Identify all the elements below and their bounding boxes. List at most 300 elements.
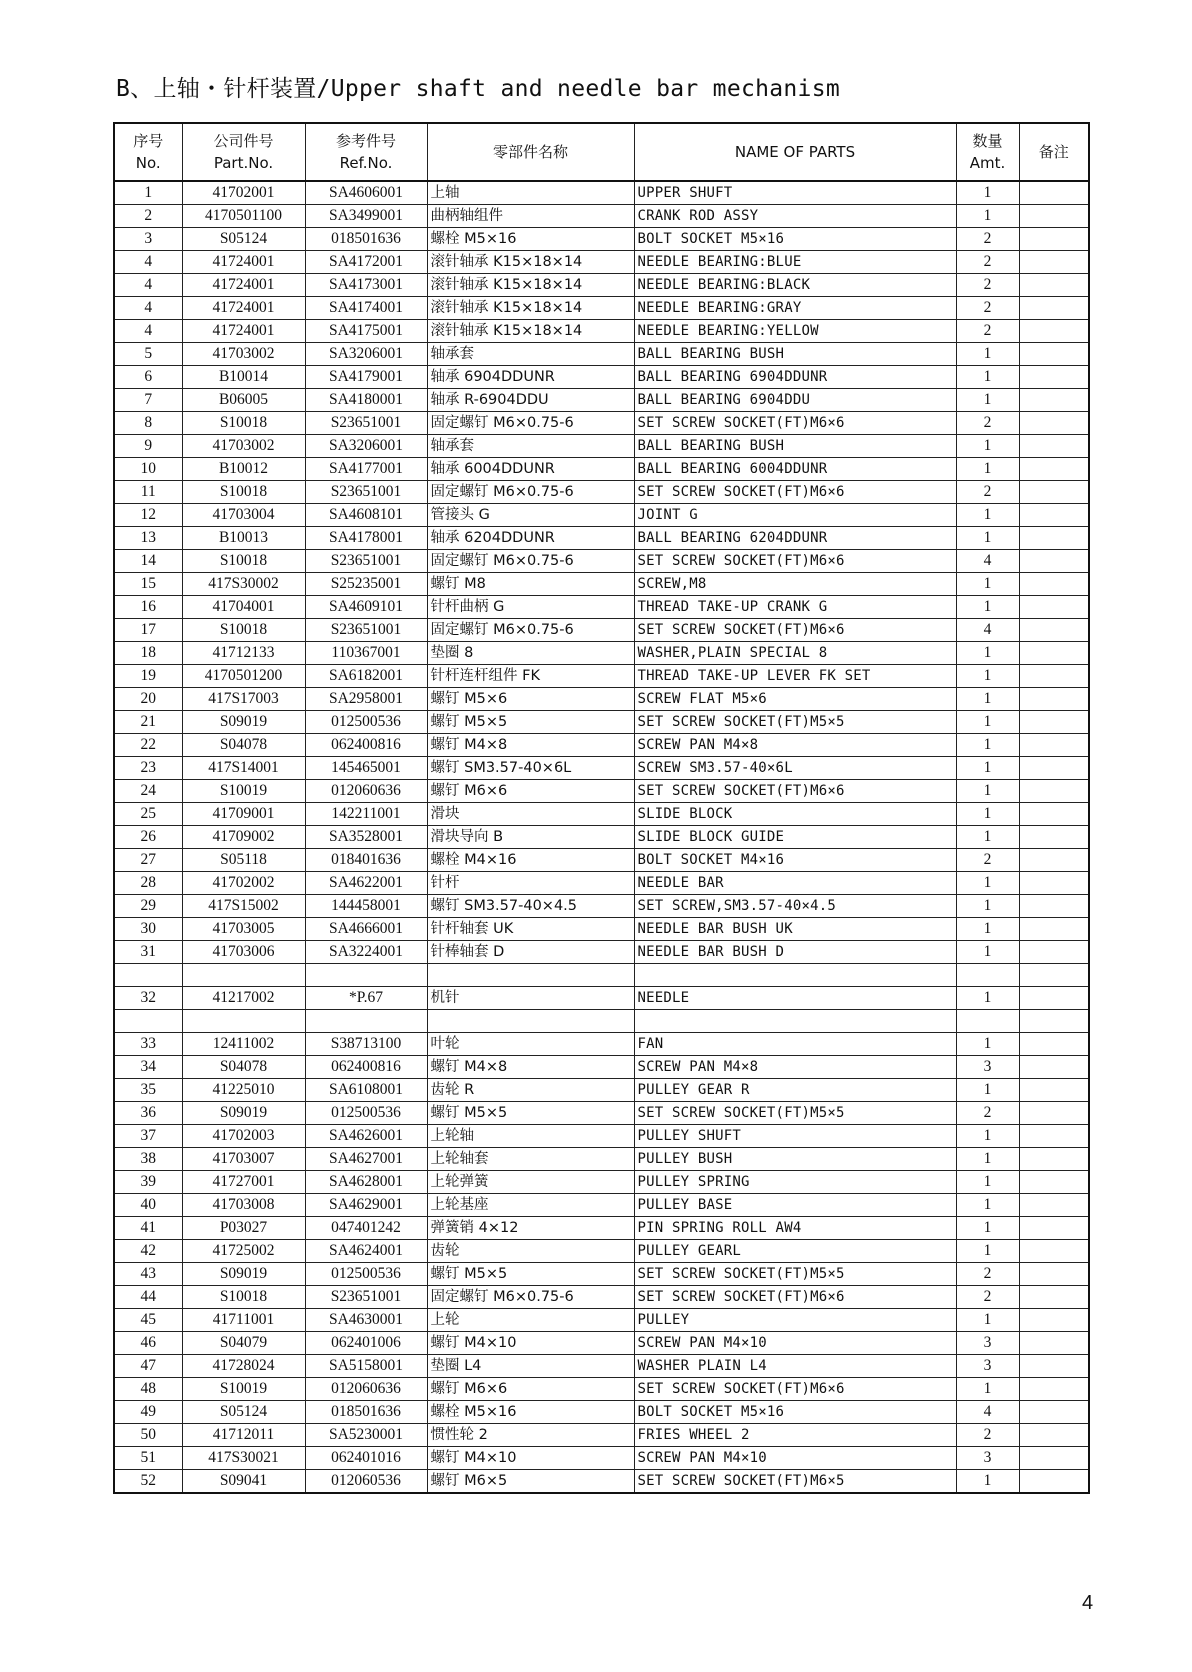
cell-name-en: SCREW PAN M4×10 xyxy=(634,1332,956,1355)
cell-no: 33 xyxy=(114,1033,182,1056)
cell-no: 4 xyxy=(114,297,182,320)
cell-no: 37 xyxy=(114,1125,182,1148)
table-row xyxy=(114,228,1089,251)
cell-name-cn: 螺钉 M5×5 xyxy=(427,1263,634,1286)
cell-part-no: 41702003 xyxy=(182,1125,305,1148)
table-row xyxy=(114,1263,1089,1286)
table-row xyxy=(114,1378,1089,1401)
cell-part-no: 12411002 xyxy=(182,1033,305,1056)
cell-no: 15 xyxy=(114,573,182,596)
cell-ref-no: SA4174001 xyxy=(305,297,427,320)
page-title: B、上轴・针杆装置/Upper shaft and needle bar mechanism xyxy=(116,76,840,102)
cell-remark xyxy=(1019,918,1089,941)
table-row xyxy=(114,527,1089,550)
table-row xyxy=(114,803,1089,826)
cell-name-en: SET SCREW SOCKET(FT)M6×6 xyxy=(634,412,956,435)
cell-part-no: S05118 xyxy=(182,849,305,872)
cell-no: 19 xyxy=(114,665,182,688)
table-row xyxy=(114,205,1089,228)
cell-ref-no: S23651001 xyxy=(305,619,427,642)
cell-part-no: 41702001 xyxy=(182,181,305,205)
cell-no: 24 xyxy=(114,780,182,803)
cell-ref-no: *P.67 xyxy=(305,987,427,1010)
cell-no xyxy=(114,964,182,987)
cell-remark xyxy=(1019,780,1089,803)
cell-amount: 1 xyxy=(956,780,1019,803)
cell-name-en: BALL BEARING BUSH xyxy=(634,343,956,366)
cell-ref-no: 012500536 xyxy=(305,1263,427,1286)
cell-remark xyxy=(1019,987,1089,1010)
cell-no: 13 xyxy=(114,527,182,550)
cell-amount: 1 xyxy=(956,987,1019,1010)
cell-remark xyxy=(1019,826,1089,849)
table-row xyxy=(114,1401,1089,1424)
cell-ref-no: SA4606001 xyxy=(305,181,427,205)
cell-name-cn: 针棒轴套 D xyxy=(427,941,634,964)
cell-ref-no: SA6182001 xyxy=(305,665,427,688)
cell-name-cn: 螺栓 M5×16 xyxy=(427,1401,634,1424)
cell-part-no: 41712011 xyxy=(182,1424,305,1447)
cell-no: 49 xyxy=(114,1401,182,1424)
cell-amount: 1 xyxy=(956,458,1019,481)
cell-amount: 2 xyxy=(956,1424,1019,1447)
cell-name-en: BALL BEARING 6204DDUNR xyxy=(634,527,956,550)
cell-no: 40 xyxy=(114,1194,182,1217)
cell-name-en: SET SCREW SOCKET(FT)M6×6 xyxy=(634,780,956,803)
cell-no: 25 xyxy=(114,803,182,826)
cell-part-no: 41727001 xyxy=(182,1171,305,1194)
cell-remark xyxy=(1019,481,1089,504)
page-number: 4 xyxy=(1082,1592,1094,1614)
cell-amount: 2 xyxy=(956,320,1019,343)
cell-amount: 1 xyxy=(956,573,1019,596)
cell-name-cn: 惯性轮 2 xyxy=(427,1424,634,1447)
cell-name-cn: 叶轮 xyxy=(427,1033,634,1056)
cell-no: 4 xyxy=(114,251,182,274)
table-row xyxy=(114,435,1089,458)
table-row xyxy=(114,918,1089,941)
table-row xyxy=(114,849,1089,872)
cell-amount: 4 xyxy=(956,619,1019,642)
cell-amount: 3 xyxy=(956,1355,1019,1378)
cell-ref-no: SA4608101 xyxy=(305,504,427,527)
cell-name-en: PULLEY SPRING xyxy=(634,1171,956,1194)
cell-part-no: 41709002 xyxy=(182,826,305,849)
table-row xyxy=(114,1424,1089,1447)
cell-remark xyxy=(1019,389,1089,412)
table-row xyxy=(114,1171,1089,1194)
cell-name-cn: 上轮 xyxy=(427,1309,634,1332)
cell-name-en: NEEDLE BEARING:BLACK xyxy=(634,274,956,297)
cell-name-cn: 螺钉 SM3.57-40×6L xyxy=(427,757,634,780)
cell-remark xyxy=(1019,297,1089,320)
cell-remark xyxy=(1019,1102,1089,1125)
cell-no: 16 xyxy=(114,596,182,619)
cell-amount: 2 xyxy=(956,297,1019,320)
cell-name-en: PULLEY BUSH xyxy=(634,1148,956,1171)
table-row xyxy=(114,1148,1089,1171)
cell-part-no: 41725002 xyxy=(182,1240,305,1263)
cell-part-no: S09019 xyxy=(182,1102,305,1125)
cell-name-cn: 齿轮 xyxy=(427,1240,634,1263)
table-row xyxy=(114,1102,1089,1125)
cell-ref-no: 062401016 xyxy=(305,1447,427,1470)
cell-remark xyxy=(1019,458,1089,481)
cell-remark xyxy=(1019,274,1089,297)
cell-amount: 1 xyxy=(956,1171,1019,1194)
cell-ref-no: SA4175001 xyxy=(305,320,427,343)
cell-amount: 3 xyxy=(956,1332,1019,1355)
table-row xyxy=(114,826,1089,849)
cell-name-cn: 螺钉 M4×8 xyxy=(427,1056,634,1079)
cell-name-en: NEEDLE BEARING:YELLOW xyxy=(634,320,956,343)
cell-name-en: THREAD TAKE-UP LEVER FK SET xyxy=(634,665,956,688)
cell-ref-no: S23651001 xyxy=(305,1286,427,1309)
cell-remark xyxy=(1019,849,1089,872)
cell-no: 41 xyxy=(114,1217,182,1240)
cell-part-no: S04079 xyxy=(182,1332,305,1355)
cell-ref-no: SA4177001 xyxy=(305,458,427,481)
cell-amount: 2 xyxy=(956,1286,1019,1309)
cell-no: 9 xyxy=(114,435,182,458)
cell-name-en: SET SCREW SOCKET(FT)M5×5 xyxy=(634,1102,956,1125)
cell-name-en: WASHER PLAIN L4 xyxy=(634,1355,956,1378)
cell-name-en: SCREW PAN M4×8 xyxy=(634,734,956,757)
cell-name-cn: 固定螺钉 M6×0.75-6 xyxy=(427,412,634,435)
cell-name-cn: 螺钉 M6×6 xyxy=(427,1378,634,1401)
cell-ref-no: SA5230001 xyxy=(305,1424,427,1447)
cell-no: 39 xyxy=(114,1171,182,1194)
cell-part-no: 41703008 xyxy=(182,1194,305,1217)
cell-name-cn: 轴承 6904DDUNR xyxy=(427,366,634,389)
cell-ref-no: S38713100 xyxy=(305,1033,427,1056)
cell-name-en: PULLEY GEAR R xyxy=(634,1079,956,1102)
cell-name-en: BALL BEARING 6904DDU xyxy=(634,389,956,412)
cell-amount: 1 xyxy=(956,895,1019,918)
table-row xyxy=(114,1194,1089,1217)
cell-remark xyxy=(1019,596,1089,619)
header-remark: 备注 xyxy=(1019,123,1089,181)
cell-remark xyxy=(1019,1332,1089,1355)
cell-name-cn: 滚针轴承 K15×18×14 xyxy=(427,320,634,343)
table-row xyxy=(114,1470,1089,1494)
cell-remark xyxy=(1019,803,1089,826)
cell-remark xyxy=(1019,1378,1089,1401)
cell-no: 38 xyxy=(114,1148,182,1171)
cell-remark xyxy=(1019,527,1089,550)
cell-name-en: PIN SPRING ROLL AW4 xyxy=(634,1217,956,1240)
cell-name-en: PULLEY BASE xyxy=(634,1194,956,1217)
cell-ref-no: 012500536 xyxy=(305,711,427,734)
cell-remark xyxy=(1019,895,1089,918)
cell-part-no: 41703007 xyxy=(182,1148,305,1171)
cell-amount: 1 xyxy=(956,711,1019,734)
cell-remark xyxy=(1019,1401,1089,1424)
table-row xyxy=(114,481,1089,504)
cell-remark xyxy=(1019,1263,1089,1286)
cell-no: 47 xyxy=(114,1355,182,1378)
cell-remark xyxy=(1019,251,1089,274)
cell-name-cn: 垫圈 L4 xyxy=(427,1355,634,1378)
table-row xyxy=(114,458,1089,481)
cell-ref-no xyxy=(305,1010,427,1033)
cell-name-en xyxy=(634,964,956,987)
cell-amount: 1 xyxy=(956,527,1019,550)
cell-name-en: SET SCREW SOCKET(FT)M6×6 xyxy=(634,481,956,504)
cell-name-en xyxy=(634,1010,956,1033)
cell-part-no: S10018 xyxy=(182,481,305,504)
table-row xyxy=(114,389,1089,412)
parts-table-body xyxy=(114,181,1089,1493)
table-row xyxy=(114,780,1089,803)
cell-name-cn: 固定螺钉 M6×0.75-6 xyxy=(427,481,634,504)
cell-part-no: 4170501200 xyxy=(182,665,305,688)
cell-no: 31 xyxy=(114,941,182,964)
cell-amount: 4 xyxy=(956,1401,1019,1424)
cell-part-no: 41724001 xyxy=(182,297,305,320)
header-name-cn: 零部件名称 xyxy=(427,123,634,181)
cell-no: 28 xyxy=(114,872,182,895)
cell-name-en: SCREW FLAT M5×6 xyxy=(634,688,956,711)
cell-no: 18 xyxy=(114,642,182,665)
cell-remark xyxy=(1019,1217,1089,1240)
cell-remark xyxy=(1019,1424,1089,1447)
cell-ref-no: 012060636 xyxy=(305,1378,427,1401)
cell-part-no: B10014 xyxy=(182,366,305,389)
cell-name-cn: 上轮轴套 xyxy=(427,1148,634,1171)
cell-no: 43 xyxy=(114,1263,182,1286)
cell-no: 11 xyxy=(114,481,182,504)
cell-part-no: 41711001 xyxy=(182,1309,305,1332)
cell-part-no: S04078 xyxy=(182,734,305,757)
table-row xyxy=(114,711,1089,734)
cell-part-no: 41728024 xyxy=(182,1355,305,1378)
cell-name-en: SLIDE BLOCK GUIDE xyxy=(634,826,956,849)
table-row xyxy=(114,941,1089,964)
table-row xyxy=(114,688,1089,711)
cell-name-en: SET SCREW,SM3.57-40×4.5 xyxy=(634,895,956,918)
cell-no: 21 xyxy=(114,711,182,734)
cell-ref-no: SA4629001 xyxy=(305,1194,427,1217)
cell-ref-no: SA5158001 xyxy=(305,1355,427,1378)
cell-part-no: S10018 xyxy=(182,619,305,642)
cell-name-en: BALL BEARING 6004DDUNR xyxy=(634,458,956,481)
cell-part-no: 41703006 xyxy=(182,941,305,964)
table-row xyxy=(114,1332,1089,1355)
cell-part-no: 41724001 xyxy=(182,274,305,297)
cell-amount: 1 xyxy=(956,1079,1019,1102)
cell-part-no: S10018 xyxy=(182,550,305,573)
cell-no: 2 xyxy=(114,205,182,228)
cell-amount xyxy=(956,1010,1019,1033)
cell-name-cn xyxy=(427,1010,634,1033)
cell-remark xyxy=(1019,412,1089,435)
cell-ref-no: 018401636 xyxy=(305,849,427,872)
cell-name-en: SET SCREW SOCKET(FT)M5×5 xyxy=(634,1263,956,1286)
cell-ref-no: SA6108001 xyxy=(305,1079,427,1102)
cell-no: 20 xyxy=(114,688,182,711)
cell-part-no: B06005 xyxy=(182,389,305,412)
cell-name-cn: 固定螺钉 M6×0.75-6 xyxy=(427,1286,634,1309)
table-row xyxy=(114,320,1089,343)
cell-part-no xyxy=(182,1010,305,1033)
cell-name-cn: 螺钉 M6×6 xyxy=(427,780,634,803)
cell-no: 10 xyxy=(114,458,182,481)
cell-name-cn: 滑块 xyxy=(427,803,634,826)
cell-amount: 3 xyxy=(956,1056,1019,1079)
cell-no: 42 xyxy=(114,1240,182,1263)
cell-part-no: 417S30021 xyxy=(182,1447,305,1470)
cell-part-no: S09019 xyxy=(182,1263,305,1286)
table-row xyxy=(114,1033,1089,1056)
cell-name-en: BALL BEARING 6904DDUNR xyxy=(634,366,956,389)
cell-remark xyxy=(1019,1033,1089,1056)
cell-no: 29 xyxy=(114,895,182,918)
cell-ref-no: SA4173001 xyxy=(305,274,427,297)
cell-ref-no: SA3528001 xyxy=(305,826,427,849)
cell-name-cn: 螺钉 M4×10 xyxy=(427,1332,634,1355)
cell-part-no: 41225010 xyxy=(182,1079,305,1102)
cell-remark xyxy=(1019,734,1089,757)
cell-ref-no: 062400816 xyxy=(305,1056,427,1079)
cell-name-cn: 滑块导向 B xyxy=(427,826,634,849)
cell-part-no: S10018 xyxy=(182,412,305,435)
cell-name-cn: 滚针轴承 K15×18×14 xyxy=(427,251,634,274)
cell-ref-no: 018501636 xyxy=(305,228,427,251)
cell-amount: 2 xyxy=(956,412,1019,435)
cell-ref-no: SA4624001 xyxy=(305,1240,427,1263)
cell-part-no: S05124 xyxy=(182,228,305,251)
cell-part-no: 4170501100 xyxy=(182,205,305,228)
cell-no: 44 xyxy=(114,1286,182,1309)
table-row xyxy=(114,1125,1089,1148)
cell-name-cn: 固定螺钉 M6×0.75-6 xyxy=(427,619,634,642)
cell-amount: 1 xyxy=(956,1378,1019,1401)
cell-no: 14 xyxy=(114,550,182,573)
cell-ref-no: SA3206001 xyxy=(305,435,427,458)
cell-no: 27 xyxy=(114,849,182,872)
cell-no: 23 xyxy=(114,757,182,780)
cell-ref-no: SA3499001 xyxy=(305,205,427,228)
cell-no: 4 xyxy=(114,274,182,297)
table-row xyxy=(114,596,1089,619)
cell-name-en: SET SCREW SOCKET(FT)M6×5 xyxy=(634,1470,956,1494)
cell-name-cn: 螺栓 M4×16 xyxy=(427,849,634,872)
cell-part-no: P03027 xyxy=(182,1217,305,1240)
table-row xyxy=(114,412,1089,435)
cell-ref-no: SA4622001 xyxy=(305,872,427,895)
cell-amount: 1 xyxy=(956,181,1019,205)
table-row xyxy=(114,895,1089,918)
cell-amount: 1 xyxy=(956,1125,1019,1148)
cell-amount: 1 xyxy=(956,1470,1019,1494)
cell-no: 48 xyxy=(114,1378,182,1401)
cell-ref-no: SA4626001 xyxy=(305,1125,427,1148)
cell-ref-no: SA4609101 xyxy=(305,596,427,619)
cell-no: 35 xyxy=(114,1079,182,1102)
cell-ref-no xyxy=(305,964,427,987)
table-row xyxy=(114,550,1089,573)
cell-remark xyxy=(1019,964,1089,987)
cell-amount: 1 xyxy=(956,205,1019,228)
cell-ref-no: 012060536 xyxy=(305,1470,427,1494)
cell-name-cn: 垫圈 8 xyxy=(427,642,634,665)
table-row xyxy=(114,619,1089,642)
cell-name-cn: 上轮轴 xyxy=(427,1125,634,1148)
cell-remark xyxy=(1019,872,1089,895)
cell-ref-no: 012060636 xyxy=(305,780,427,803)
cell-name-en: SET SCREW SOCKET(FT)M6×6 xyxy=(634,1378,956,1401)
cell-name-en: NEEDLE BAR xyxy=(634,872,956,895)
cell-name-cn: 管接头 G xyxy=(427,504,634,527)
cell-name-cn: 螺栓 M5×16 xyxy=(427,228,634,251)
cell-amount: 1 xyxy=(956,1194,1019,1217)
cell-remark xyxy=(1019,1079,1089,1102)
cell-amount: 1 xyxy=(956,389,1019,412)
cell-name-en: JOINT G xyxy=(634,504,956,527)
header-part-no: 公司件号 Part.No. xyxy=(182,123,305,181)
cell-remark xyxy=(1019,366,1089,389)
parts-table xyxy=(113,122,1090,1494)
table-row xyxy=(114,504,1089,527)
cell-no: 1 xyxy=(114,181,182,205)
cell-remark xyxy=(1019,1470,1089,1494)
cell-name-en: SCREW,M8 xyxy=(634,573,956,596)
table-row xyxy=(114,1355,1089,1378)
cell-remark xyxy=(1019,205,1089,228)
cell-remark xyxy=(1019,181,1089,205)
cell-remark xyxy=(1019,688,1089,711)
table-row xyxy=(114,1309,1089,1332)
cell-part-no: 41703004 xyxy=(182,504,305,527)
cell-name-cn: 机针 xyxy=(427,987,634,1010)
cell-name-cn: 螺钉 M5×5 xyxy=(427,711,634,734)
cell-ref-no: 018501636 xyxy=(305,1401,427,1424)
cell-ref-no: 012500536 xyxy=(305,1102,427,1125)
cell-amount: 1 xyxy=(956,688,1019,711)
cell-remark xyxy=(1019,1010,1089,1033)
cell-part-no: 41709001 xyxy=(182,803,305,826)
cell-part-no: S09019 xyxy=(182,711,305,734)
cell-no: 7 xyxy=(114,389,182,412)
cell-name-cn: 上轴 xyxy=(427,181,634,205)
cell-amount: 1 xyxy=(956,343,1019,366)
table-row xyxy=(114,274,1089,297)
cell-name-cn: 螺钉 M6×5 xyxy=(427,1470,634,1494)
cell-part-no: 41724001 xyxy=(182,251,305,274)
table-row xyxy=(114,1217,1089,1240)
cell-ref-no: 062401006 xyxy=(305,1332,427,1355)
cell-remark xyxy=(1019,435,1089,458)
cell-part-no: S10019 xyxy=(182,1378,305,1401)
cell-amount: 1 xyxy=(956,366,1019,389)
cell-amount: 1 xyxy=(956,1217,1019,1240)
cell-remark xyxy=(1019,228,1089,251)
cell-name-en: BOLT SOCKET M5×16 xyxy=(634,228,956,251)
cell-ref-no: SA4630001 xyxy=(305,1309,427,1332)
cell-name-en: SET SCREW SOCKET(FT)M6×6 xyxy=(634,619,956,642)
cell-amount: 2 xyxy=(956,1102,1019,1125)
cell-name-en: SET SCREW SOCKET(FT)M6×6 xyxy=(634,1286,956,1309)
cell-amount: 1 xyxy=(956,665,1019,688)
cell-name-cn xyxy=(427,964,634,987)
cell-no: 5 xyxy=(114,343,182,366)
cell-ref-no: 142211001 xyxy=(305,803,427,826)
cell-name-cn: 轴承 R-6904DDU xyxy=(427,389,634,412)
cell-name-en: SCREW PAN M4×10 xyxy=(634,1447,956,1470)
header-ref-no: 参考件号 Ref.No. xyxy=(305,123,427,181)
table-row xyxy=(114,573,1089,596)
